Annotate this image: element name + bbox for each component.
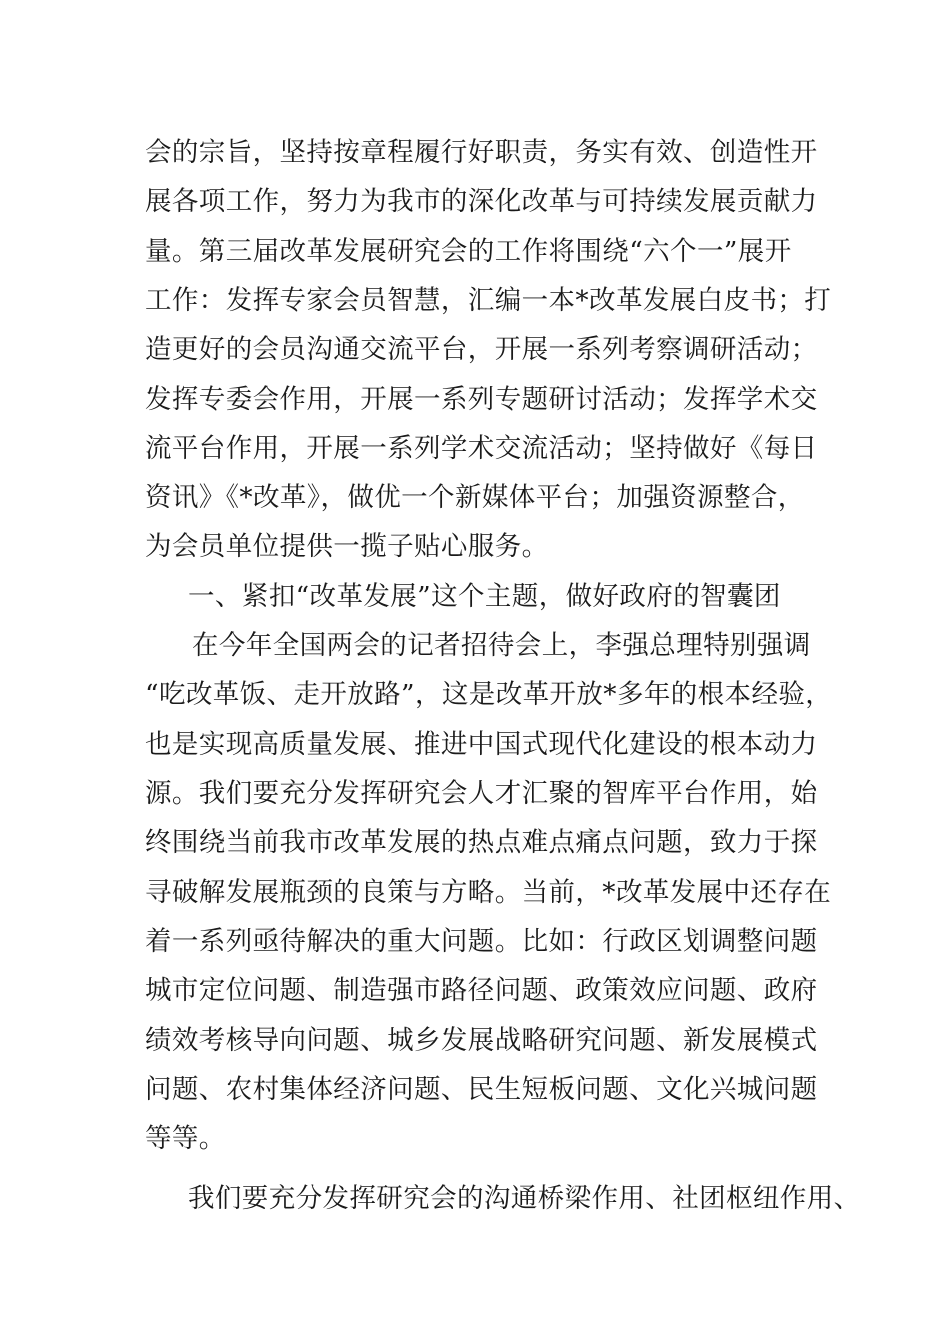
text-line-4: 工作：发挥专家会员智慧，汇编一本*改革发展白皮书；打 (145, 285, 832, 316)
text-line-16: 寻破解发展瓶颈的良策与方略。当前，*改革发展中还存在 (145, 877, 832, 908)
text-line-21: 等等。 (145, 1123, 226, 1154)
text-line-3: 量。第三届改革发展研究会的工作将围绕“六个一”展开 (145, 236, 792, 267)
text-line-19: 绩效考核导向问题、城乡发展战略研究问题、新发展模式 (145, 1025, 818, 1056)
text-line-7: 流平台作用，开展一系列学术交流活动；坚持做好《每日 (145, 433, 818, 464)
text-line-6: 发挥专委会作用，开展一系列专题研讨活动；发挥学术交 (145, 384, 818, 415)
text-line-15: 终围绕当前我市改革发展的热点难点痛点问题，致力于探 (145, 827, 818, 858)
text-line-1: 会的宗旨，坚持按章程履行好职责，务实有效、创造性开 (145, 137, 818, 168)
text-line-14: 源。我们要充分发挥研究会人才汇聚的智库平台作用，始 (145, 778, 818, 809)
section-heading-1: 一、紧扣“改革发展”这个主题，做好政府的智囊团 (188, 581, 781, 612)
text-line-17: 着一系列亟待解决的重大问题。比如：行政区划调整问题 (145, 926, 818, 957)
text-line-18: 城市定位问题、制造强市路径问题、政策效应问题、政府 (145, 975, 818, 1006)
paragraph-start-line: 在今年全国两会的记者招待会上，李强总理特别强调 (192, 630, 811, 661)
paragraph-start-line-2: 我们要充分发挥研究会的沟通桥梁作用、社团枢纽作用、 (188, 1183, 861, 1214)
text-line-12: “吃改革饭、走开放路”，这是改革开放*多年的根本经验， (145, 679, 833, 710)
text-line-20: 问题、农村集体经济问题、民生短板问题、文化兴城问题 (145, 1074, 818, 1105)
text-line-2: 展各项工作，努力为我市的深化改革与可持续发展贡献力 (145, 186, 818, 217)
text-line-13: 也是实现高质量发展、推进中国式现代化建设的根本动力 (145, 729, 818, 760)
text-line-9: 为会员单位提供一揽子贴心服务。 (145, 531, 549, 562)
text-line-5: 造更好的会员沟通交流平台，开展一系列考察调研活动； (145, 334, 818, 365)
text-line-8: 资讯》《*改革》，做优一个新媒体平台；加强资源整合， (145, 482, 805, 513)
